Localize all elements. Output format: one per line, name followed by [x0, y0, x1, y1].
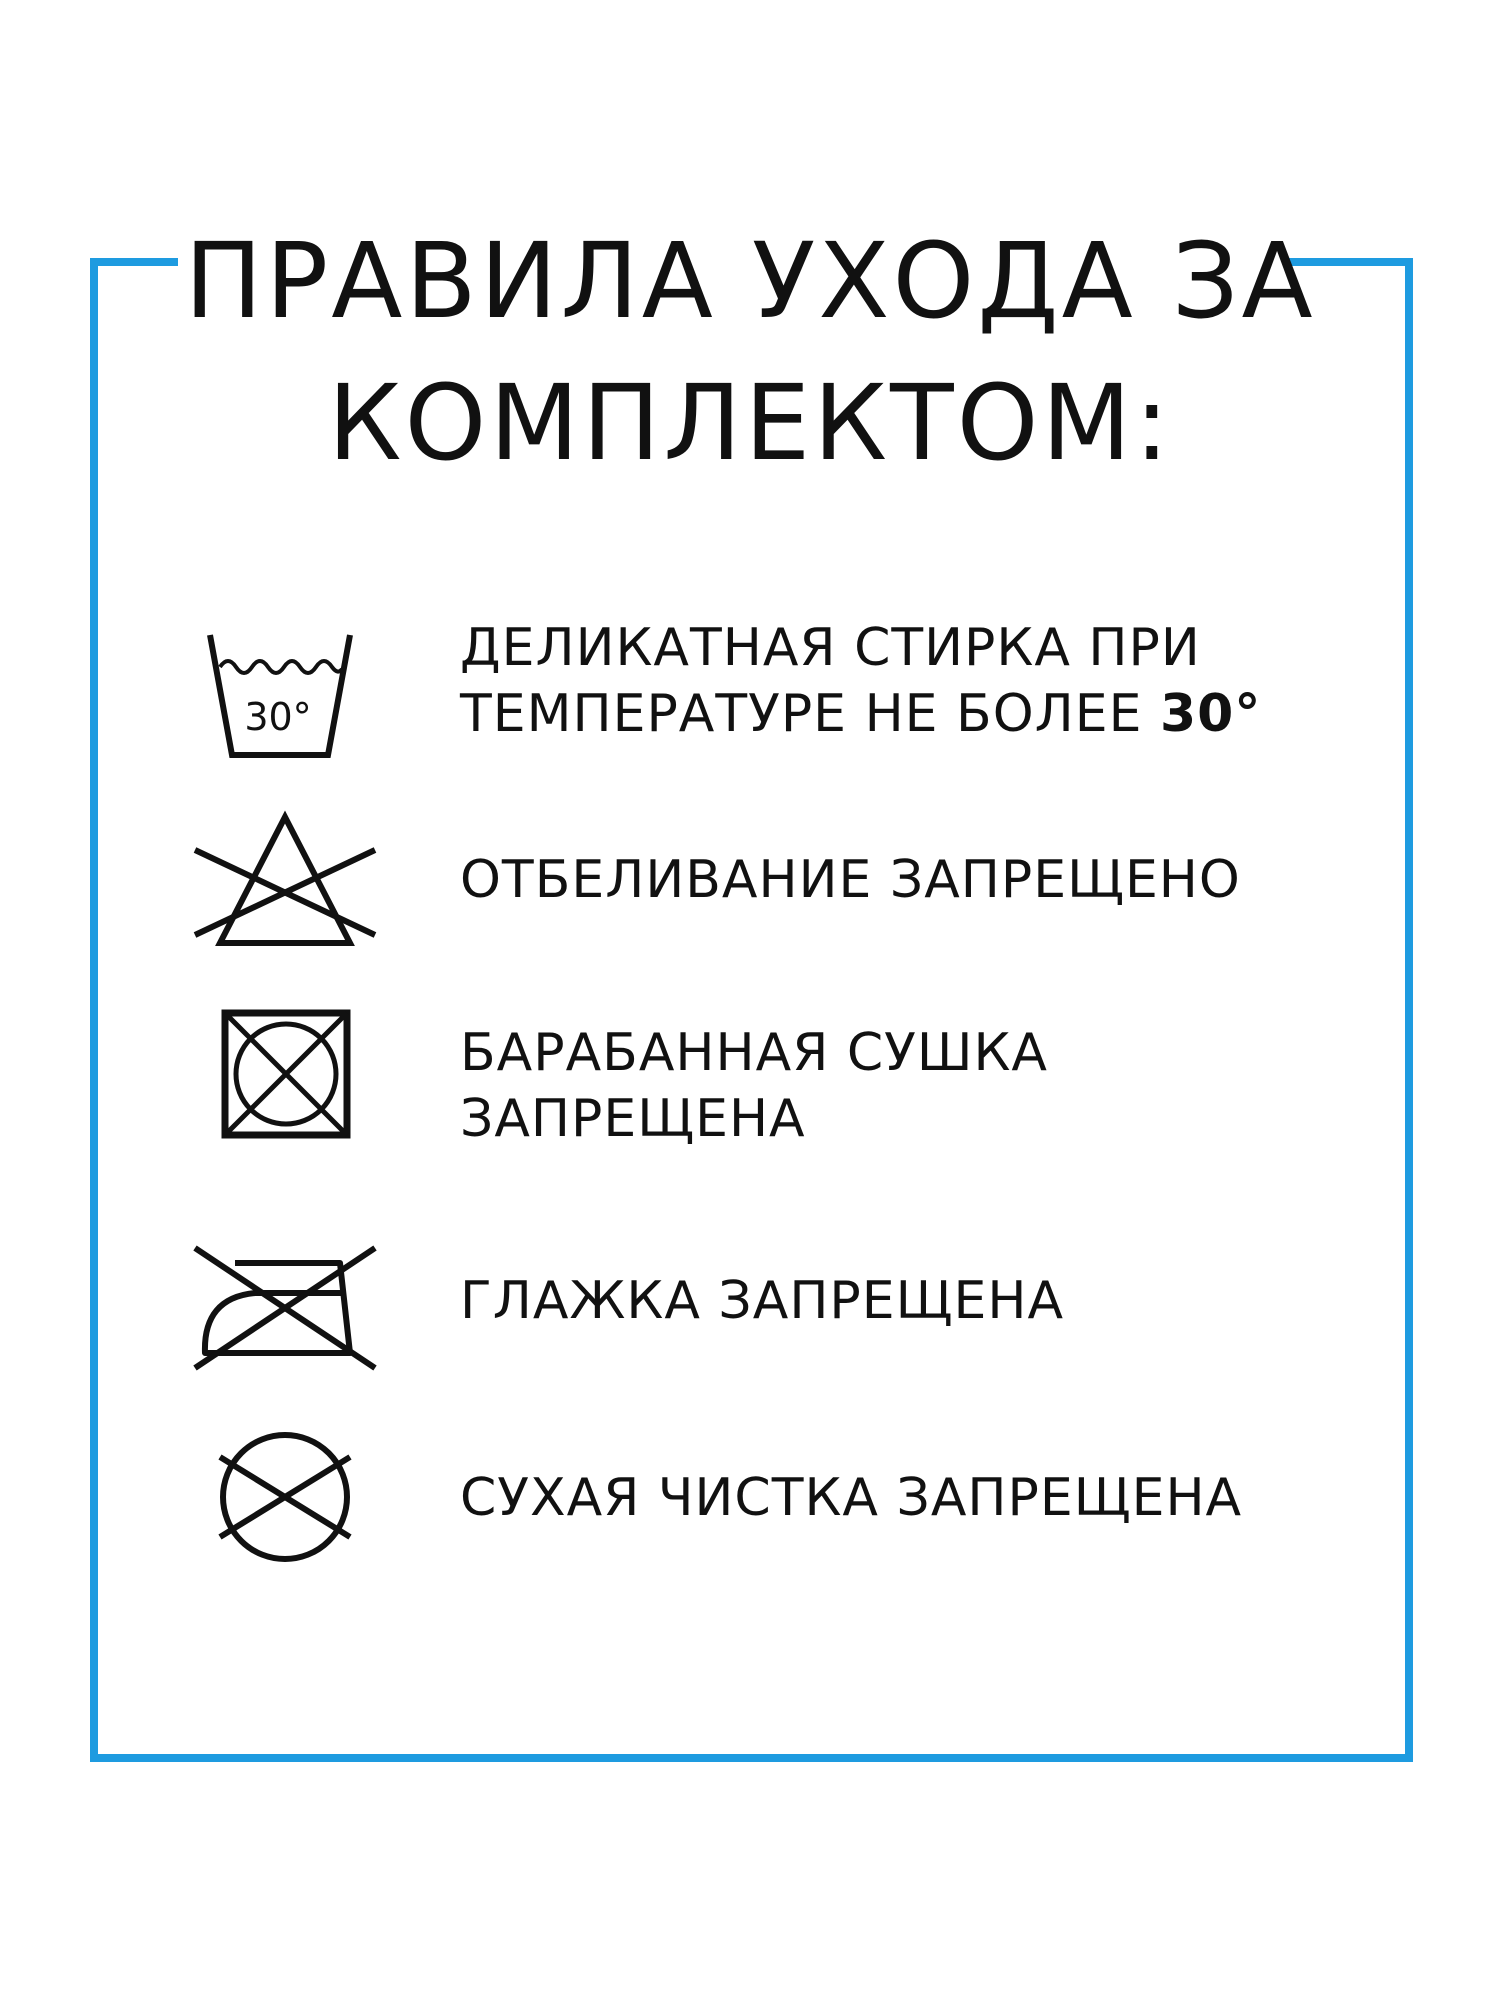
page-title: [0, 210, 1500, 494]
no-dry-clean-icon: [180, 1425, 390, 1575]
no-iron-icon: [175, 1228, 395, 1378]
care-label-wash-line-2: ТЕМПЕРАТУРЕ НЕ БОЛЕЕ 30°: [460, 684, 1262, 744]
temperature-value: 30°: [1160, 684, 1262, 744]
care-label-wash: [460, 615, 1261, 747]
frame-bottom: [90, 1754, 1413, 1762]
care-label-wash-line-1: ДЕЛИКАТНАЯ СТИРКА ПРИ: [460, 618, 1201, 678]
svg-text:30°: 30°: [244, 695, 312, 739]
care-label-tumble-dry: БАРАБАННАЯ СУШКА ЗАПРЕЩЕНА: [460, 1023, 1048, 1149]
care-label-dry-clean: СУХАЯ ЧИСТКА ЗАПРЕЩЕНА: [460, 1468, 1243, 1528]
title-line-2: КОМПЛЕКТОМ:: [327, 362, 1173, 484]
title-line-1: ПРАВИЛА УХОДА ЗА: [184, 220, 1316, 342]
no-tumble-dry-icon: [180, 1008, 390, 1158]
care-label-iron: ГЛАЖКА ЗАПРЕЩЕНА: [460, 1271, 1065, 1331]
care-label-bleach: ОТБЕЛИВАНИЕ ЗАПРЕЩЕНО: [460, 850, 1241, 910]
no-bleach-icon: [180, 805, 390, 955]
wash-30-icon: [180, 625, 390, 775]
